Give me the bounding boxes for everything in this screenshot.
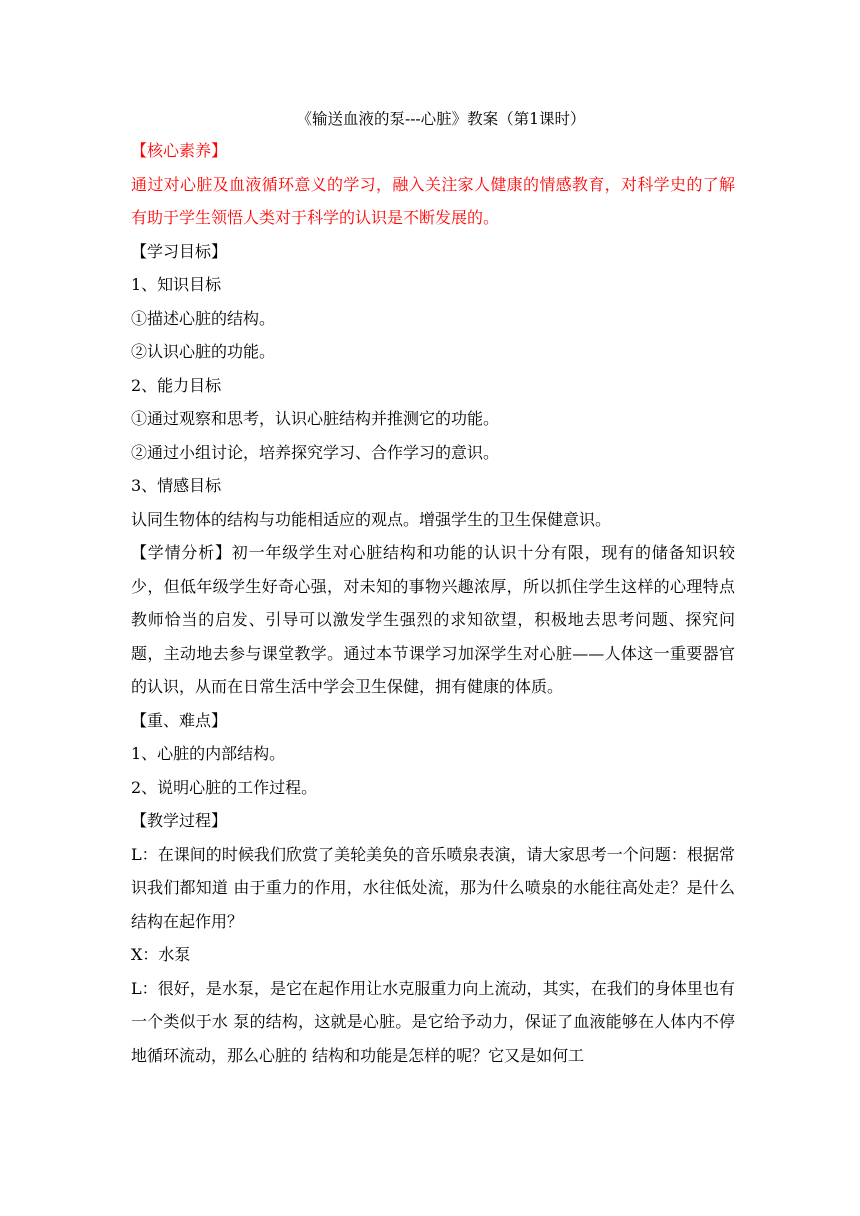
knowledge-goal-heading: 1、知识目标 xyxy=(131,275,222,294)
key-point-item: 2、说明心脏的工作过程。 xyxy=(131,777,318,797)
learning-analysis-heading: 【学情分析】 xyxy=(131,543,232,562)
key-points-heading: 【重、难点】 xyxy=(131,710,228,730)
ability-goal-item: ①通过观察和思考，认识心脏结构并推测它的功能。 xyxy=(131,409,500,428)
learning-analysis xyxy=(131,536,735,704)
ability-goal-item: ②通过小组讨论，培养探究学习、合作学习的意识。 xyxy=(131,442,500,462)
learning-goals-heading: 【学习目标】 xyxy=(131,241,228,261)
dialogue-paragraph: X：水泵 xyxy=(131,945,191,964)
learning-analysis-text: 初一年级学生对心脏结构和功能的认识十分有限，现有的储备知识较少，但低年级学生好奇心强，对未知的事物兴趣浓厚，所以抓住学生这样的心理特点教师恰当的启发、引导可以激发学生强烈的求知欲望，积极地去思考问题、探究问题，主动地去参与课堂教学。通过本节课学习加深学生对心脏——人体这一重要器官的认识，从而在日常生活中学会卫生保健，拥有健康的体质。 xyxy=(131,543,735,696)
core-literacy-text: 通过对心脏及血液循环意义的学习，融入关注家人健康的情感教育，对科学史的了解有助于学生领悟人类对于科学的认识是不断发展的。 xyxy=(131,174,735,227)
teaching-process-heading: 【教学过程】 xyxy=(131,811,228,830)
document-page xyxy=(131,104,735,1072)
dialogue-paragraph: L：很好，是水泵，是它在起作用让水克服重力向上流动，其实，在我们的身体里也有一个类似于水 泵的结构，这就是心脏。是它给予动力，保证了血液能够在人体内不停地循环流动，那么心脏的 结构和功能是怎样的呢？它又是如何工 xyxy=(131,978,735,1065)
knowledge-goal-item: ②认识心脏的功能。 xyxy=(131,342,276,361)
dialogue-paragraph: L：在课间的时候我们欣赏了美轮美奂的音乐喷泉表演，请大家思考一个问题：根据常识我们都知道 由于重力的作用，水往低处流，那为什么喷泉的水能往高处走？是什么结构在起作用？ xyxy=(131,844,735,931)
key-point-item: 1、心脏的内部结构。 xyxy=(131,744,286,763)
document-title: 《输送血液的泵---心脏》教案（第1课时） xyxy=(296,110,586,128)
core-literacy-heading: 【核心素养】 xyxy=(131,141,228,160)
emotion-goal-text: 认同生物体的结构与功能相适应的观点。增强学生的卫生保健意识。 xyxy=(131,509,612,529)
knowledge-goal-item: ①描述心脏的结构。 xyxy=(131,308,276,328)
ability-goal-heading: 2、能力目标 xyxy=(131,375,222,395)
emotion-goal-heading: 3、情感目标 xyxy=(131,476,222,495)
